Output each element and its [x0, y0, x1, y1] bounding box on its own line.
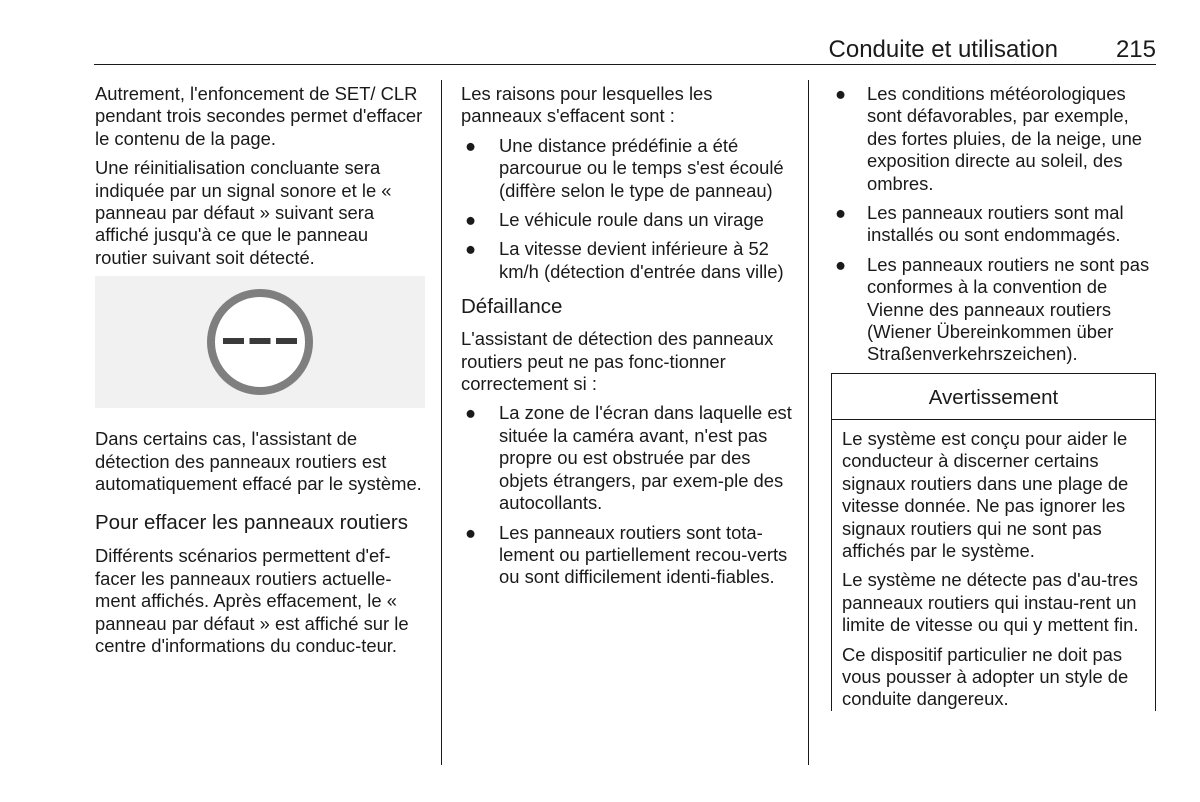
default-sign-figure [95, 276, 425, 408]
list-item [461, 209, 796, 231]
bullet-icon: ● [465, 209, 477, 231]
paragraph-scenarios: Différents scénarios permettent d'ef-facer les panneaux routiers actuelle-ment affichés. Après effacement, le « panneau par défaut » est affiché sur le centre d'informations du conduc-teur. [95, 545, 409, 657]
list-item-text: Les panneaux routiers sont tota-lement ou partiellement recou-verts ou sont difficilement identi-fiables. [499, 521, 788, 588]
warning-title: Avertissement [832, 374, 1155, 420]
warning-paragraph-safety: Ce dispositif particulier ne doit pas vous pousser à adopter un style de conduite dangereux. [842, 643, 1129, 710]
list-item-text: Le véhicule roule dans un virage [499, 209, 764, 231]
paragraph-reset: Une réinitialisation concluante sera indiquée par un signal sonore et le « panneau par défaut » suivant sera affiché jusqu'à ce que le panneau routier suivant soit détecté. [95, 157, 392, 268]
header-rule [94, 64, 1156, 65]
bullet-icon: ● [465, 238, 477, 260]
list-item [461, 238, 796, 283]
heading-malfunction: Défaillance [461, 295, 563, 319]
default-sign-icon [205, 287, 315, 397]
list-item-text: Une distance prédéfinie a été parcourue ou le temps s'est écoulé (diffère selon le type de panneau) [499, 134, 784, 201]
column-3 [831, 83, 1156, 718]
warning-box [831, 373, 1156, 711]
conditions-list [831, 83, 1156, 366]
list-item [831, 202, 1156, 247]
bullet-icon: ● [835, 83, 847, 104]
warning-paragraph-purpose: Le système est conçu pour aider le conducteur à discerner certains signaux routiers dans une plage de vitesse donnée. Ne pas ignorer les signaux routiers qui ne sont pas affichés par le système. [842, 427, 1129, 561]
reasons-list [461, 135, 796, 283]
section-title: Conduite et utilisation [828, 36, 1058, 63]
list-item-text: Les panneaux routiers ne sont pas conformes à la convention de Vienne des panneaux routiers (Wiener Übereinkommen über Straßenverkehrszeichen). [867, 253, 1150, 365]
bullet-icon: ● [835, 202, 847, 224]
list-item-text: La zone de l'écran dans laquelle est située la caméra avant, n'est pas propre ou est obstruée par des objets étrangers, par exem-ple des autocollants. [499, 402, 792, 514]
bullet-icon: ● [465, 521, 477, 543]
bullet-icon: ● [465, 402, 477, 424]
bullet-icon: ● [835, 253, 847, 275]
column-1 [95, 83, 425, 665]
list-item [831, 83, 1156, 195]
paragraph-malfunction-intro: L'assistant de détection des panneaux routiers peut ne pas fonc-tionner correctement si : [461, 328, 774, 395]
bullet-icon: ● [465, 134, 477, 156]
column-divider-2 [808, 80, 809, 765]
malfunction-list [461, 402, 796, 588]
warning-body [832, 420, 1155, 711]
column-2 [461, 83, 796, 596]
paragraph-auto-clear: Dans certains cas, l'assistant de détection des panneaux routiers est automatiquement effacé par le système. [95, 428, 422, 495]
page-number: 215 [1115, 36, 1156, 63]
list-item [461, 402, 796, 514]
list-item-text: Les conditions météorologiques sont défavorables, par exemple, des fortes pluies, de la neige, une exposition directe au soleil, des ombres. [867, 83, 1143, 194]
warning-paragraph-limits: Le système ne détecte pas d'au-tres panneaux routiers qui instau-rent un limite de vitesse ou qui y mettent fin. [842, 569, 1139, 636]
column-divider-1 [441, 80, 442, 765]
list-item [461, 135, 796, 202]
heading-clear-signs: Pour effacer les panneaux routiers [95, 511, 409, 535]
paragraph-reasons-intro: Les raisons pour lesquelles les panneaux s'effacent sont : [461, 83, 713, 127]
list-item [831, 254, 1156, 366]
list-item-text: La vitesse devient inférieure à 52 km/h (détection d'entrée dans ville) [499, 238, 784, 282]
list-item-text: Les panneaux routiers sont mal installés ou sont endommagés. [867, 202, 1124, 246]
list-item [461, 522, 796, 589]
paragraph-set-clr: Autrement, l'enfoncement de SET/ CLR pendant trois secondes permet d'effacer le contenu de la page. [95, 83, 423, 149]
